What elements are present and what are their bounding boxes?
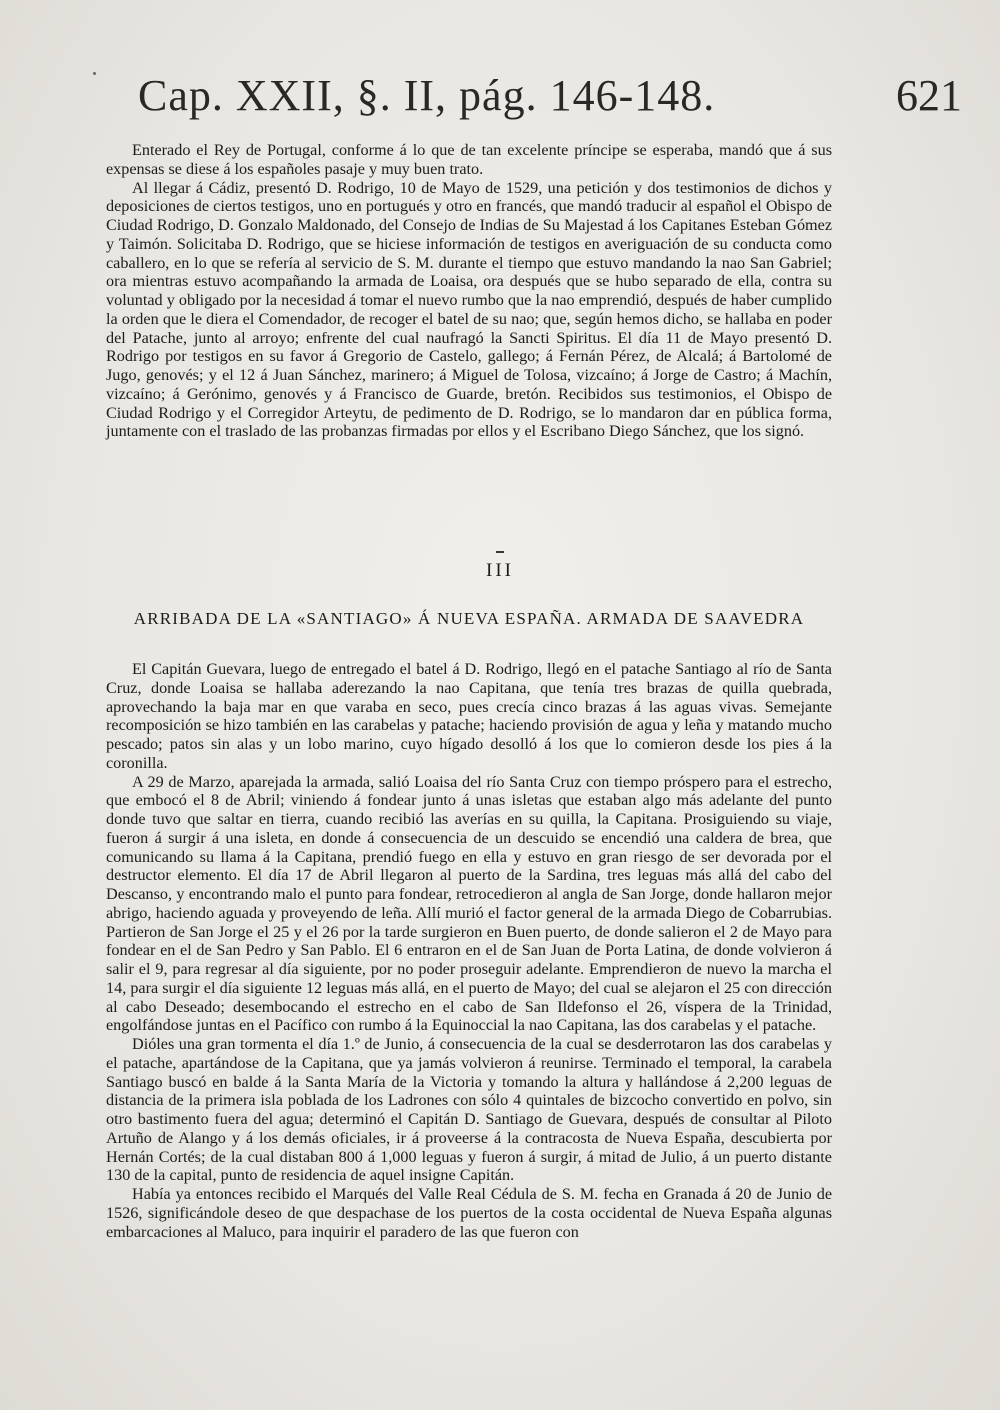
paragraph: Enterado el Rey de Portugal, conforme á lo que de tan excelente príncipe se esperaba, mandó que á sus expensas se diese á los españoles pasaje y muy buen trato. [106, 141, 832, 178]
paragraph: A 29 de Marzo, aparejada la armada, salió Loaisa del río Santa Cruz con tiempo próspero para el estrecho, que embocó el 8 de Abril; viniendo á fondear junto á unas isletas que estaban algo más adelante del punto donde tuvo que saltar en tierra, cuando recibió las averías en su quilla, la Capitana. Prosiguiendo su viaje, fueron á surgir á una isleta, en donde á consecuencia de un descuido se encendió una caldera de brea, que comunicando su llama á la Capitana, prendió fuego en ella y estuvo en gran riesgo de ser devorada por el destructor elemento. El día 17 de Abril llegaron al puerto de la Sardina, tres leguas más allá del cabo del Descanso, y encontrando malo el punto para fondear, retrocedieron al angla de San Jorge, donde hallaron mejor abrigo, haciendo aguada y proveyendo de leña. Allí murió el factor general de la armada Diego de Cobarrubias. Partieron de San Jorge el 25 y el 26 por la tarde surgieron en Buen puerto, de donde salieron el 2 de Mayo para fondear en el de San Pedro y San Pablo. El 6 entraron en el de San Juan de Porta Latina, de donde volvieron á salir el 9, para regresar al día siguiente, por no poder proseguir adelante. Emprendieron de nuevo la marcha el 14, para surgir el día siguiente 12 leguas más allá, en el puerto de Mayo; del cual se alejaron el 25 con dirección al cabo Deseado; desembocando el estrecho en el cabo de San Ildefonso el 26, víspera de la Trinidad, engolfándose juntas en el Pacífico con rumbo á la Equinoccial la nao Capitana, las dos carabelas y el patache. [106, 772, 832, 1035]
page-number: 621 [896, 71, 962, 120]
section-number: III [486, 560, 514, 581]
ink-speck [93, 72, 96, 75]
paragraph: Había ya entonces recibido el Marqués del Valle Real Cédula de S. M. fecha en Granada á 20 de Junio de 1526, significándole deseo de que despachase de los puertos de la costa occidental de Nueva España algunas embarcaciones al Maluco, para inquirir el paradero de las que fueron con [106, 1185, 832, 1241]
paragraph: Dióles una gran tormenta el día 1.º de Junio, á consecuencia de la cual se desderrotaron las dos carabelas y el patache, apartándose de la Capitana, que ya jamás volvieron á reunirse. Terminado el temporal, la carabela Santiago buscó en balde á la Santa María de la Victoria y tomando la altura y hallándose á 2,200 leguas de distancia de la primera isla poblada de los Ladrones con sólo 4 quintales de bizcocho convertido en polvo, sin otro bastimento fuera del agua; determinó el Capitán D. Santiago de Guevara, después de consultar al Piloto Artuño de Alango y á los demás oficiales, ir á proveerse á la contracosta de Nueva España, descubierta por Hernán Cortés; de la cual distaban 800 á 1,000 leguas y fueron á surgir, á mitad de Julio, á un puerto distante 130 de la capital, punto de residencia de aquel insigne Capitán. [106, 1035, 832, 1185]
paragraph: El Capitán Guevara, luego de entregado el batel á D. Rodrigo, llegó en el patache Santiago al río de Santa Cruz, donde Loaisa se hallaba aderezando la nao Capitana, que tenía tres brazas de quilla quebrada, aprovechando la baja mar en que varaba en seco, pues crecía cinco brazas á las aguas vivas. Semejante recomposición se hizo también en las carabelas y patache; haciendo provisión de agua y leña y matando mucho pescado; patos sin alas y un lobo marino, cuyo hígado desolló á los que lo comieron desde los pies á la coronilla. [106, 660, 832, 772]
section-title: ARRIBADA DE LA «SANTIAGO» Á NUEVA ESPAÑA. ARMADA DE SAAVEDRA [133, 609, 805, 628]
running-title: Cap. XXII, §. II, pág. 146-148. [138, 71, 716, 120]
paragraph: Al llegar á Cádiz, presentó D. Rodrigo, 10 de Mayo de 1529, una petición y dos testimonios de dichos y deposiciones de ciertos testigos, uno en portugués y otro en francés, que mandó traducir al español el Obispo de Ciudad Rodrigo, D. Gonzalo Maldonado, del Consejo de Indias de Su Majestad á los Capitanes Esteban Gómez y Taimón. Solicitaba D. Rodrigo, que se hiciese información de testigos en averiguación de su conducta como caballero, en lo que se refería al servicio de S. M. durante el tiempo que estuvo mandando la nao San Gabriel; ora mientras estuvo acompañando la armada de Loaisa, ora después que se hubo separado de ella, contra su voluntad y obligado por la necesidad á tomar el nuevo rumbo que la nao emprendió, después de haber cumplido la orden que le diera el Comendador, de recoger el batel de su nao; que, según hemos dicho, se hallaba en poder del Patache, junto al arroyo; enfrente del cual naufragó la Sancti Spiritus. El día 11 de Mayo presentó D. Rodrigo por testigos en su favor á Gregorio de Castelo, gallego; á Fernán Pérez, de Alcalá; á Bartolomé de Jugo, genovés; y el 12 á Juan Sánchez, marinero; á Miguel de Tolosa, vizcaíno; á Jorge de Castro; á Machín, vizcaíno; á Gerónimo, genovés y á Francisco de Guarde, bretón. Recibidos sus testimonios, el Obispo de Ciudad Rodrigo y el Corregidor Arteytu, de pedimento de D. Rodrigo, se lo mandaron dar en pública forma, juntamente con el traslado de las probanzas firmadas por ellos y el Escribano Diego Sánchez, que los signó. [106, 178, 832, 441]
text-block-lower [106, 660, 832, 1241]
section-divider [496, 551, 504, 553]
text-block-upper [106, 141, 832, 441]
page-header [138, 70, 962, 136]
